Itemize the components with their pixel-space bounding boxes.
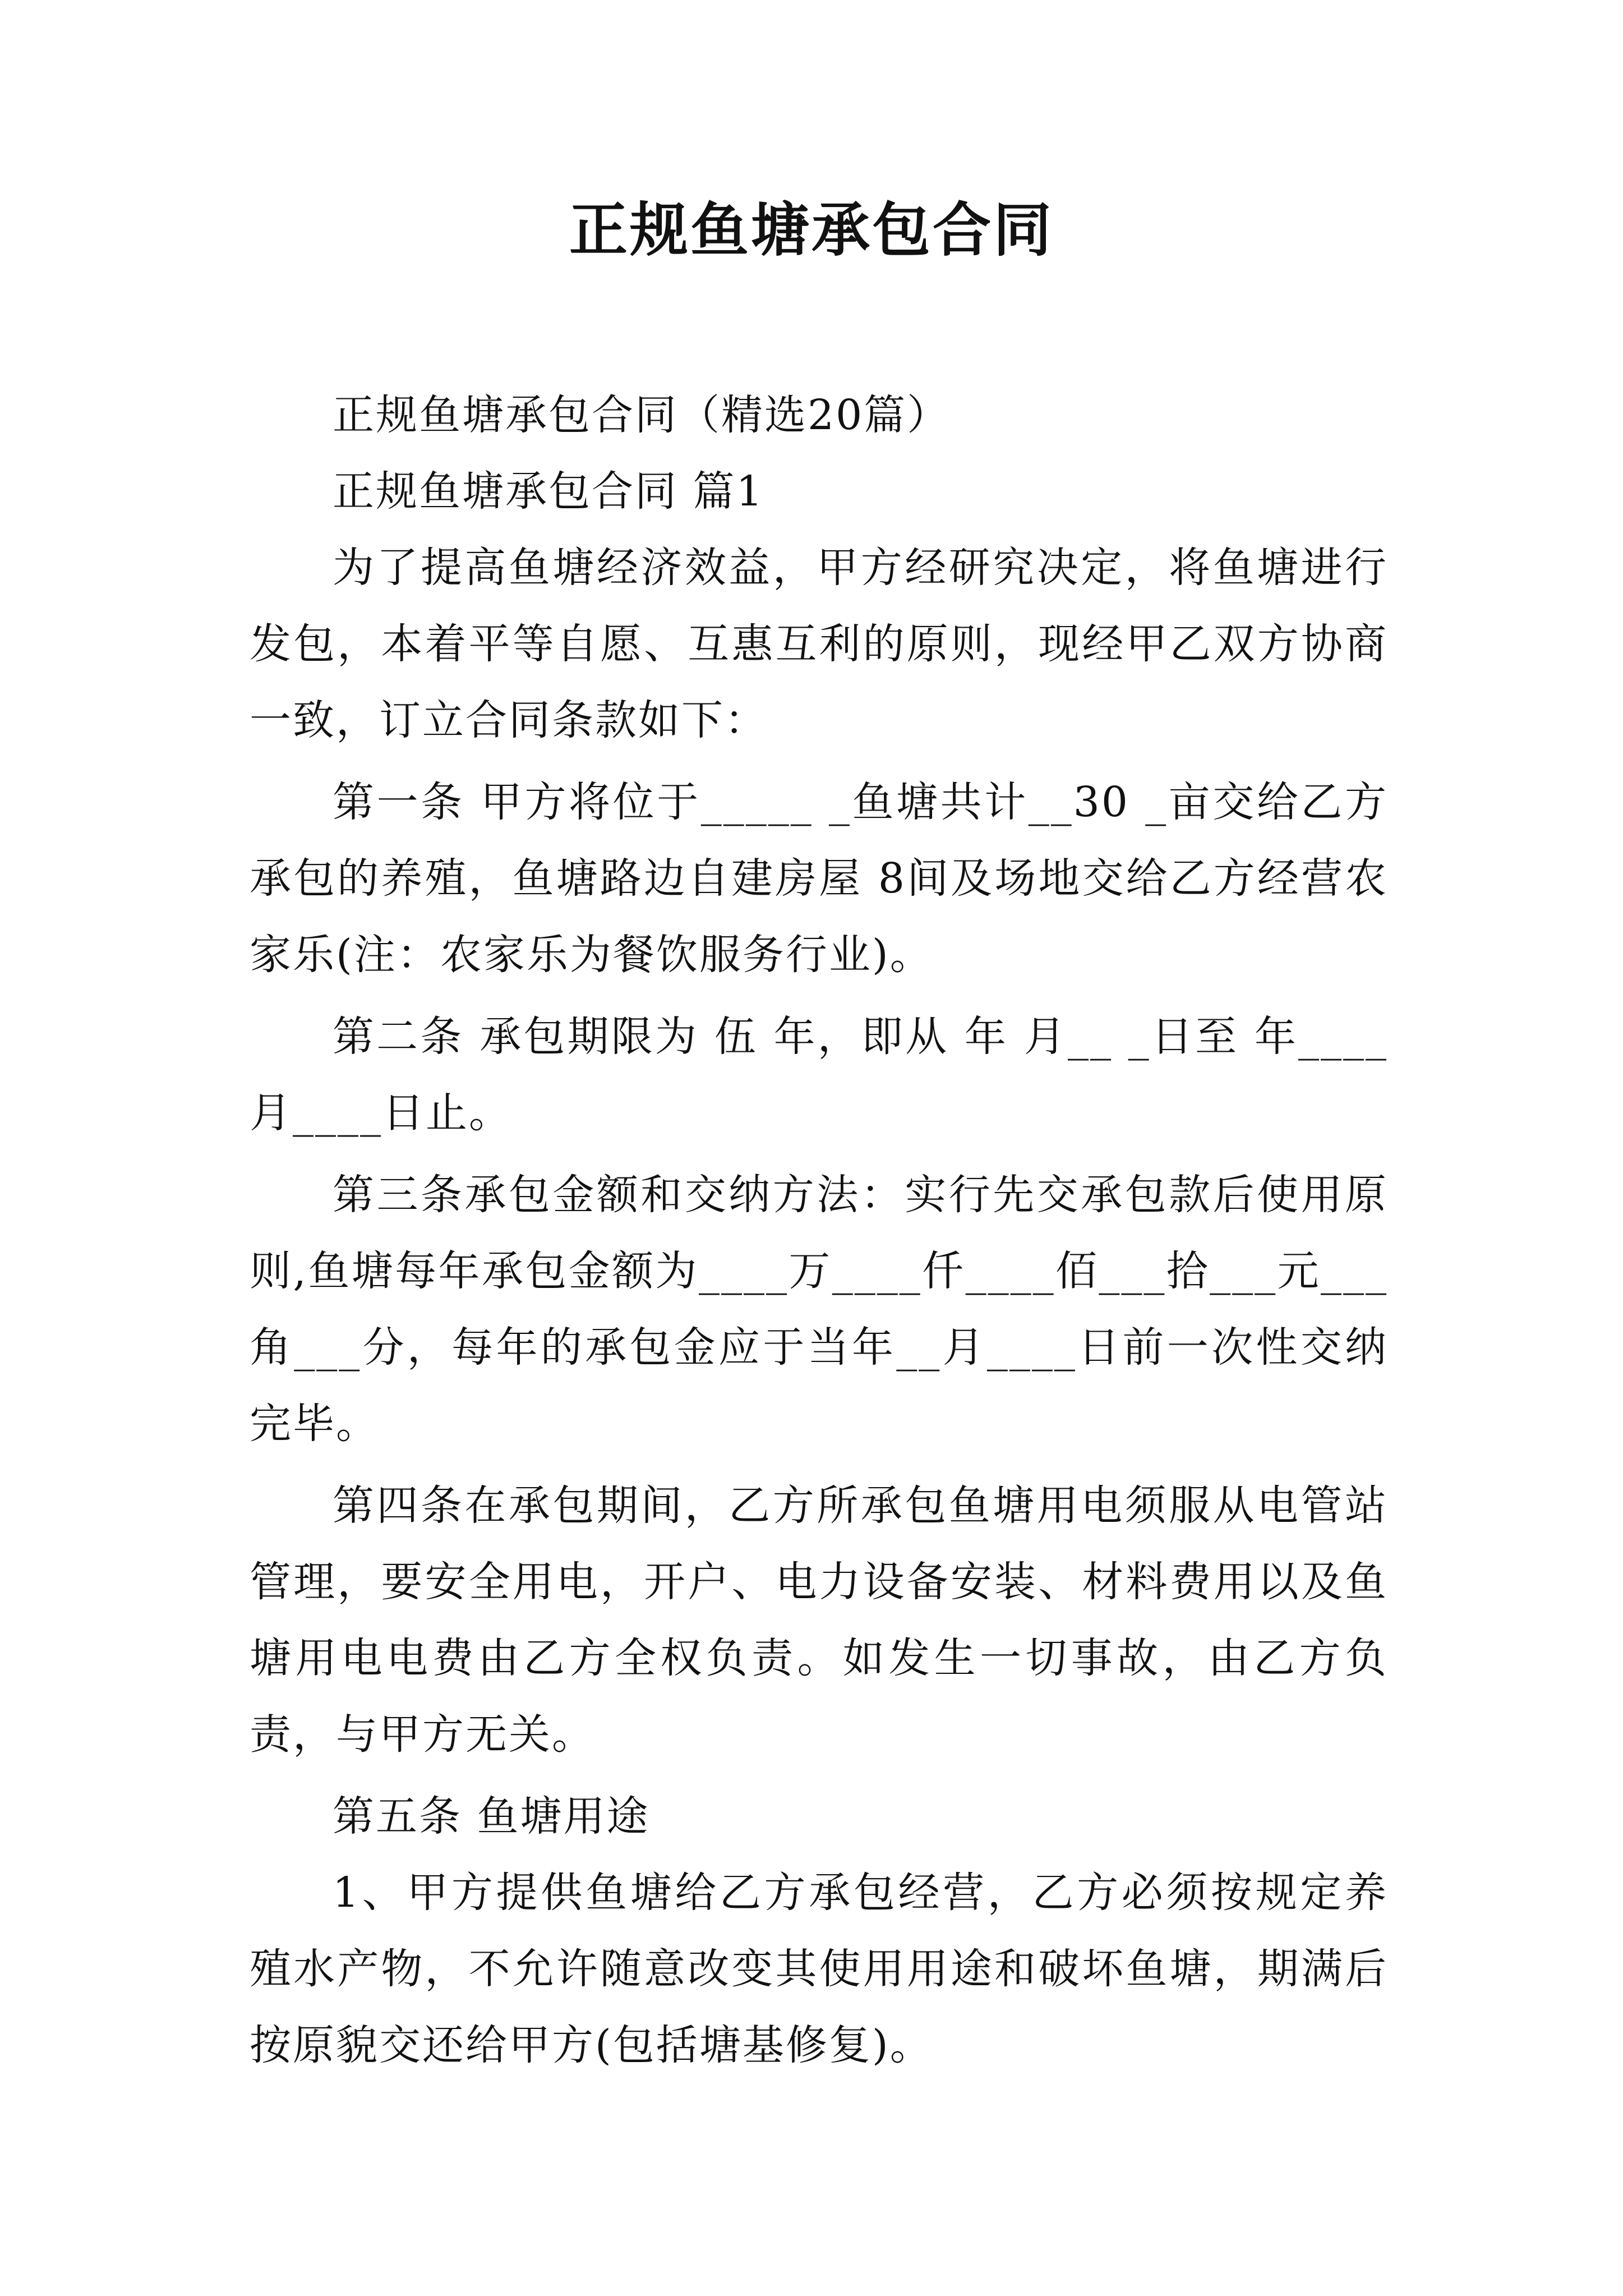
document-body [250,377,1388,2083]
paragraph-subtitle: 正规鱼塘承包合同（精选20篇） [333,391,951,439]
paragraph-article-5-item-1: 1、甲方提供鱼塘给乙方承包经营，乙方必须按规定养殖水产物，不允许随意改变其使用用途和破坏鱼塘，期满后按原貌交还给甲方(包括塘基修复)。 [250,1869,1388,2069]
paragraph-article-3: 第三条承包金额和交纳方法：实行先交承包款后使用原则,鱼塘每年承包金额为____万____仟____佰___拾___元___角___分，每年的承包金应于当年__月____日前一次性交纳完毕。 [250,1171,1388,1448]
paragraph-section-heading: 正规鱼塘承包合同 篇1 [333,467,764,516]
document-title: 正规鱼塘承包合同 [569,195,1054,264]
paragraph-article-5-heading: 第五条 鱼塘用途 [333,1792,650,1841]
paragraph-article-2: 第二条 承包期限为 伍 年，即从 年 月__ _日至 年____月____日止。 [250,1013,1388,1137]
paragraph-preamble: 为了提高鱼塘经济效益，甲方经研究决定，将鱼塘进行发包，本着平等自愿、互惠互利的原则，现经甲乙双方协商一致，订立合同条款如下： [250,544,1388,744]
paragraph-article-4: 第四条在承包期间，乙方所承包鱼塘用电须服从电管站管理，要安全用电，开户、电力设备安装、材料费用以及鱼塘用电电费由乙方全权负责。如发生一切事故，由乙方负责，与甲方无关。 [250,1481,1388,1759]
paragraph-article-1: 第一条 甲方将位于_____ _鱼塘共计__30 _亩交给乙方承包的养殖，鱼塘路边自建房屋 8间及场地交给乙方经营农家乐(注：农家乐为餐饮服务行业)。 [250,778,1388,979]
